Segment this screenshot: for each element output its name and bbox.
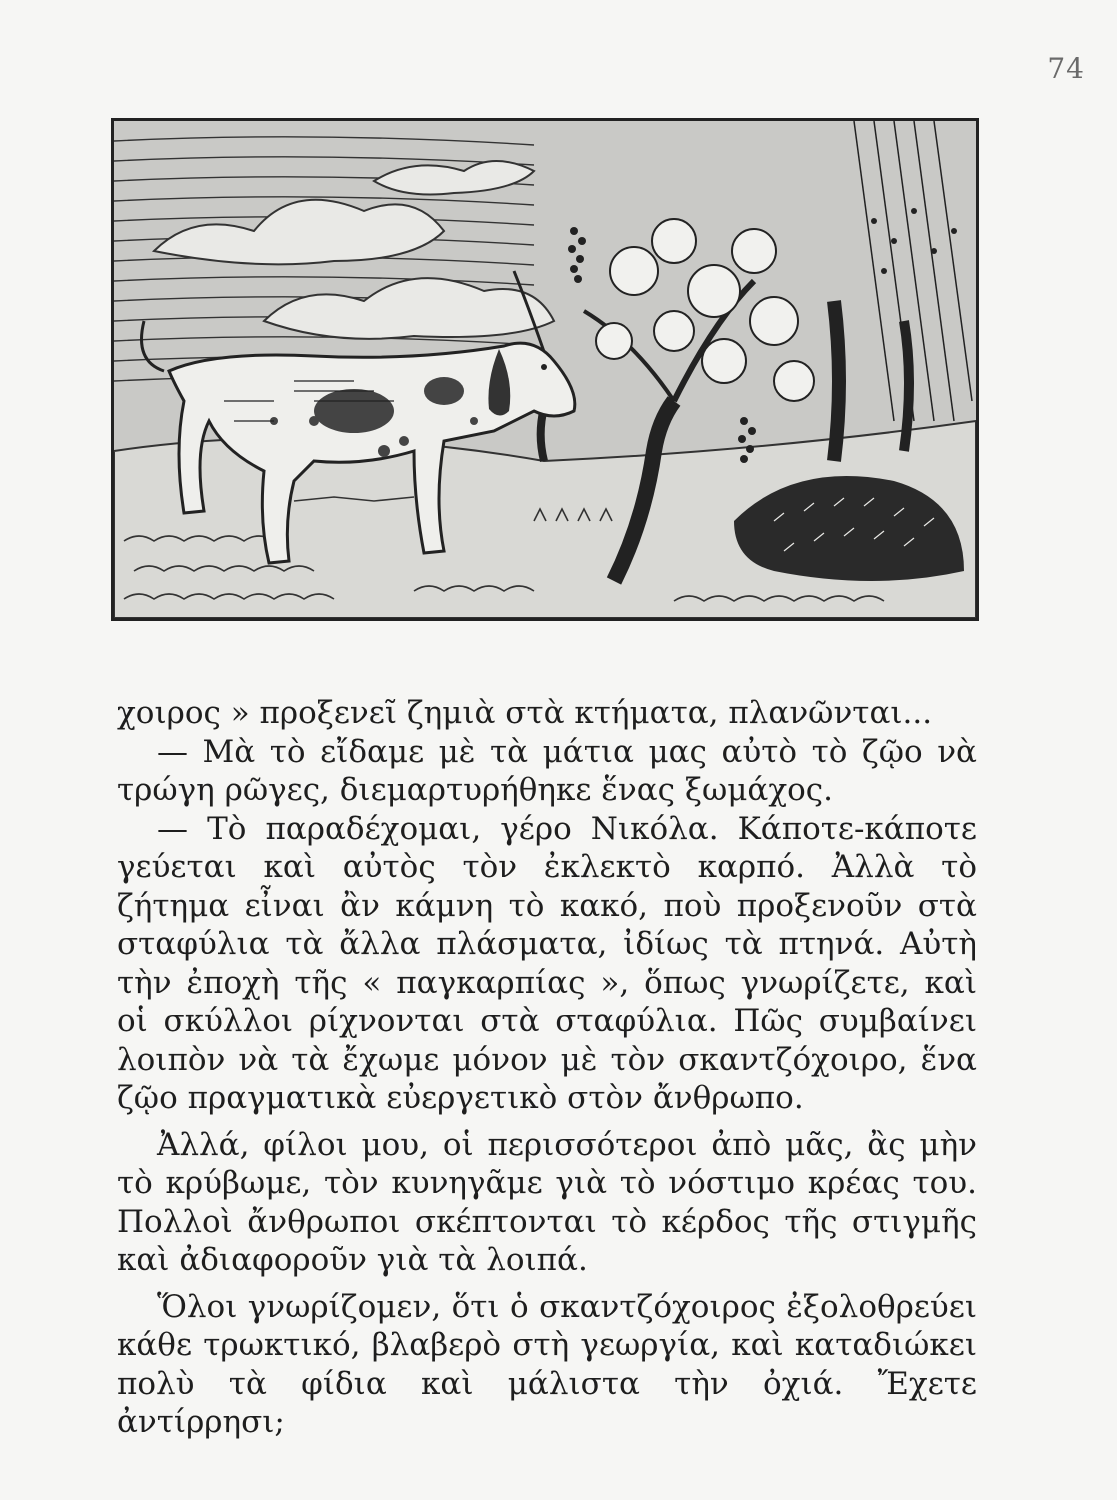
paragraph-1: χοιρος » προξενεῖ ζημιὰ στὰ κτήματα, πλανῶνται...: [117, 695, 933, 731]
paragraph-4: Ἀλλά, φίλοι μου, οἱ περισσότεροι ἀπὸ μᾶς, ἂς μὴν τὸ κρύβωμε, τὸν κυνηγᾶμε γιὰ τὸ νόστιμο κρέας του. Πολλοὶ ἄνθρωποι σκέπτονται τὸ κέρδος τῆς στιγμῆς καὶ ἀδιαφοροῦν γιὰ τὰ λοιπά.: [117, 1126, 977, 1278]
body-text: [117, 694, 977, 1442]
background-trees: [834, 121, 972, 461]
paragraph-5: Ὅλοι γνωρίζομεν, ὅτι ὁ σκαντζόχοιρος ἐξολοθρεύει κάθε τρωκτικό, βλαβερὸ στὴ γεωργία, καὶ καταδιώκει πολὺ τὰ φίδια καὶ μάλιστα τὴν ὀχιά. Ἔχετε ἀντίρρησι;: [117, 1288, 977, 1440]
page-number: 74: [1047, 52, 1085, 85]
paragraph-3: — Τὸ παραδέχομαι, γέρο Νικόλα. Κάποτε-κάποτε γεύεται καὶ αὐτὸς τὸν ἐκλεκτὸ καρπό. Ἀλλὰ τὸ ζήτημα εἶναι ἂν κάμνη τὸ κακό, ποὺ προξενοῦν στὰ σταφύλια τὰ ἄλλα πλάσματα, ἰδίως τὰ πτηνά. Αὐτὴ τὴν ἐποχὴ τῆς « παγκαρπίας », ὅπως γνωρίζετε, καὶ οἱ σκύλλοι ρίχνονται στὰ σταφύλια. Πῶς συμβαίνει λοιπὸν νὰ τὰ ἔχωμε μόνον μὲ τὸν σκαντζόχοιρο, ἕνα ζῷο πραγματικὰ εὐεργετικὸ στὸν ἄνθρωπο.: [117, 810, 977, 1116]
woodcut-illustration: [114, 121, 976, 618]
clouds: [154, 161, 554, 339]
illustration: [111, 118, 979, 621]
paragraph-2: — Μὰ τὸ εἴδαμε μὲ τὰ μάτια μας αὐτὸ τὸ ζῷο νὰ τρώγη ρῶγες, διεμαρτυρήθηκε ἕνας ξωμάχος.: [117, 733, 977, 808]
